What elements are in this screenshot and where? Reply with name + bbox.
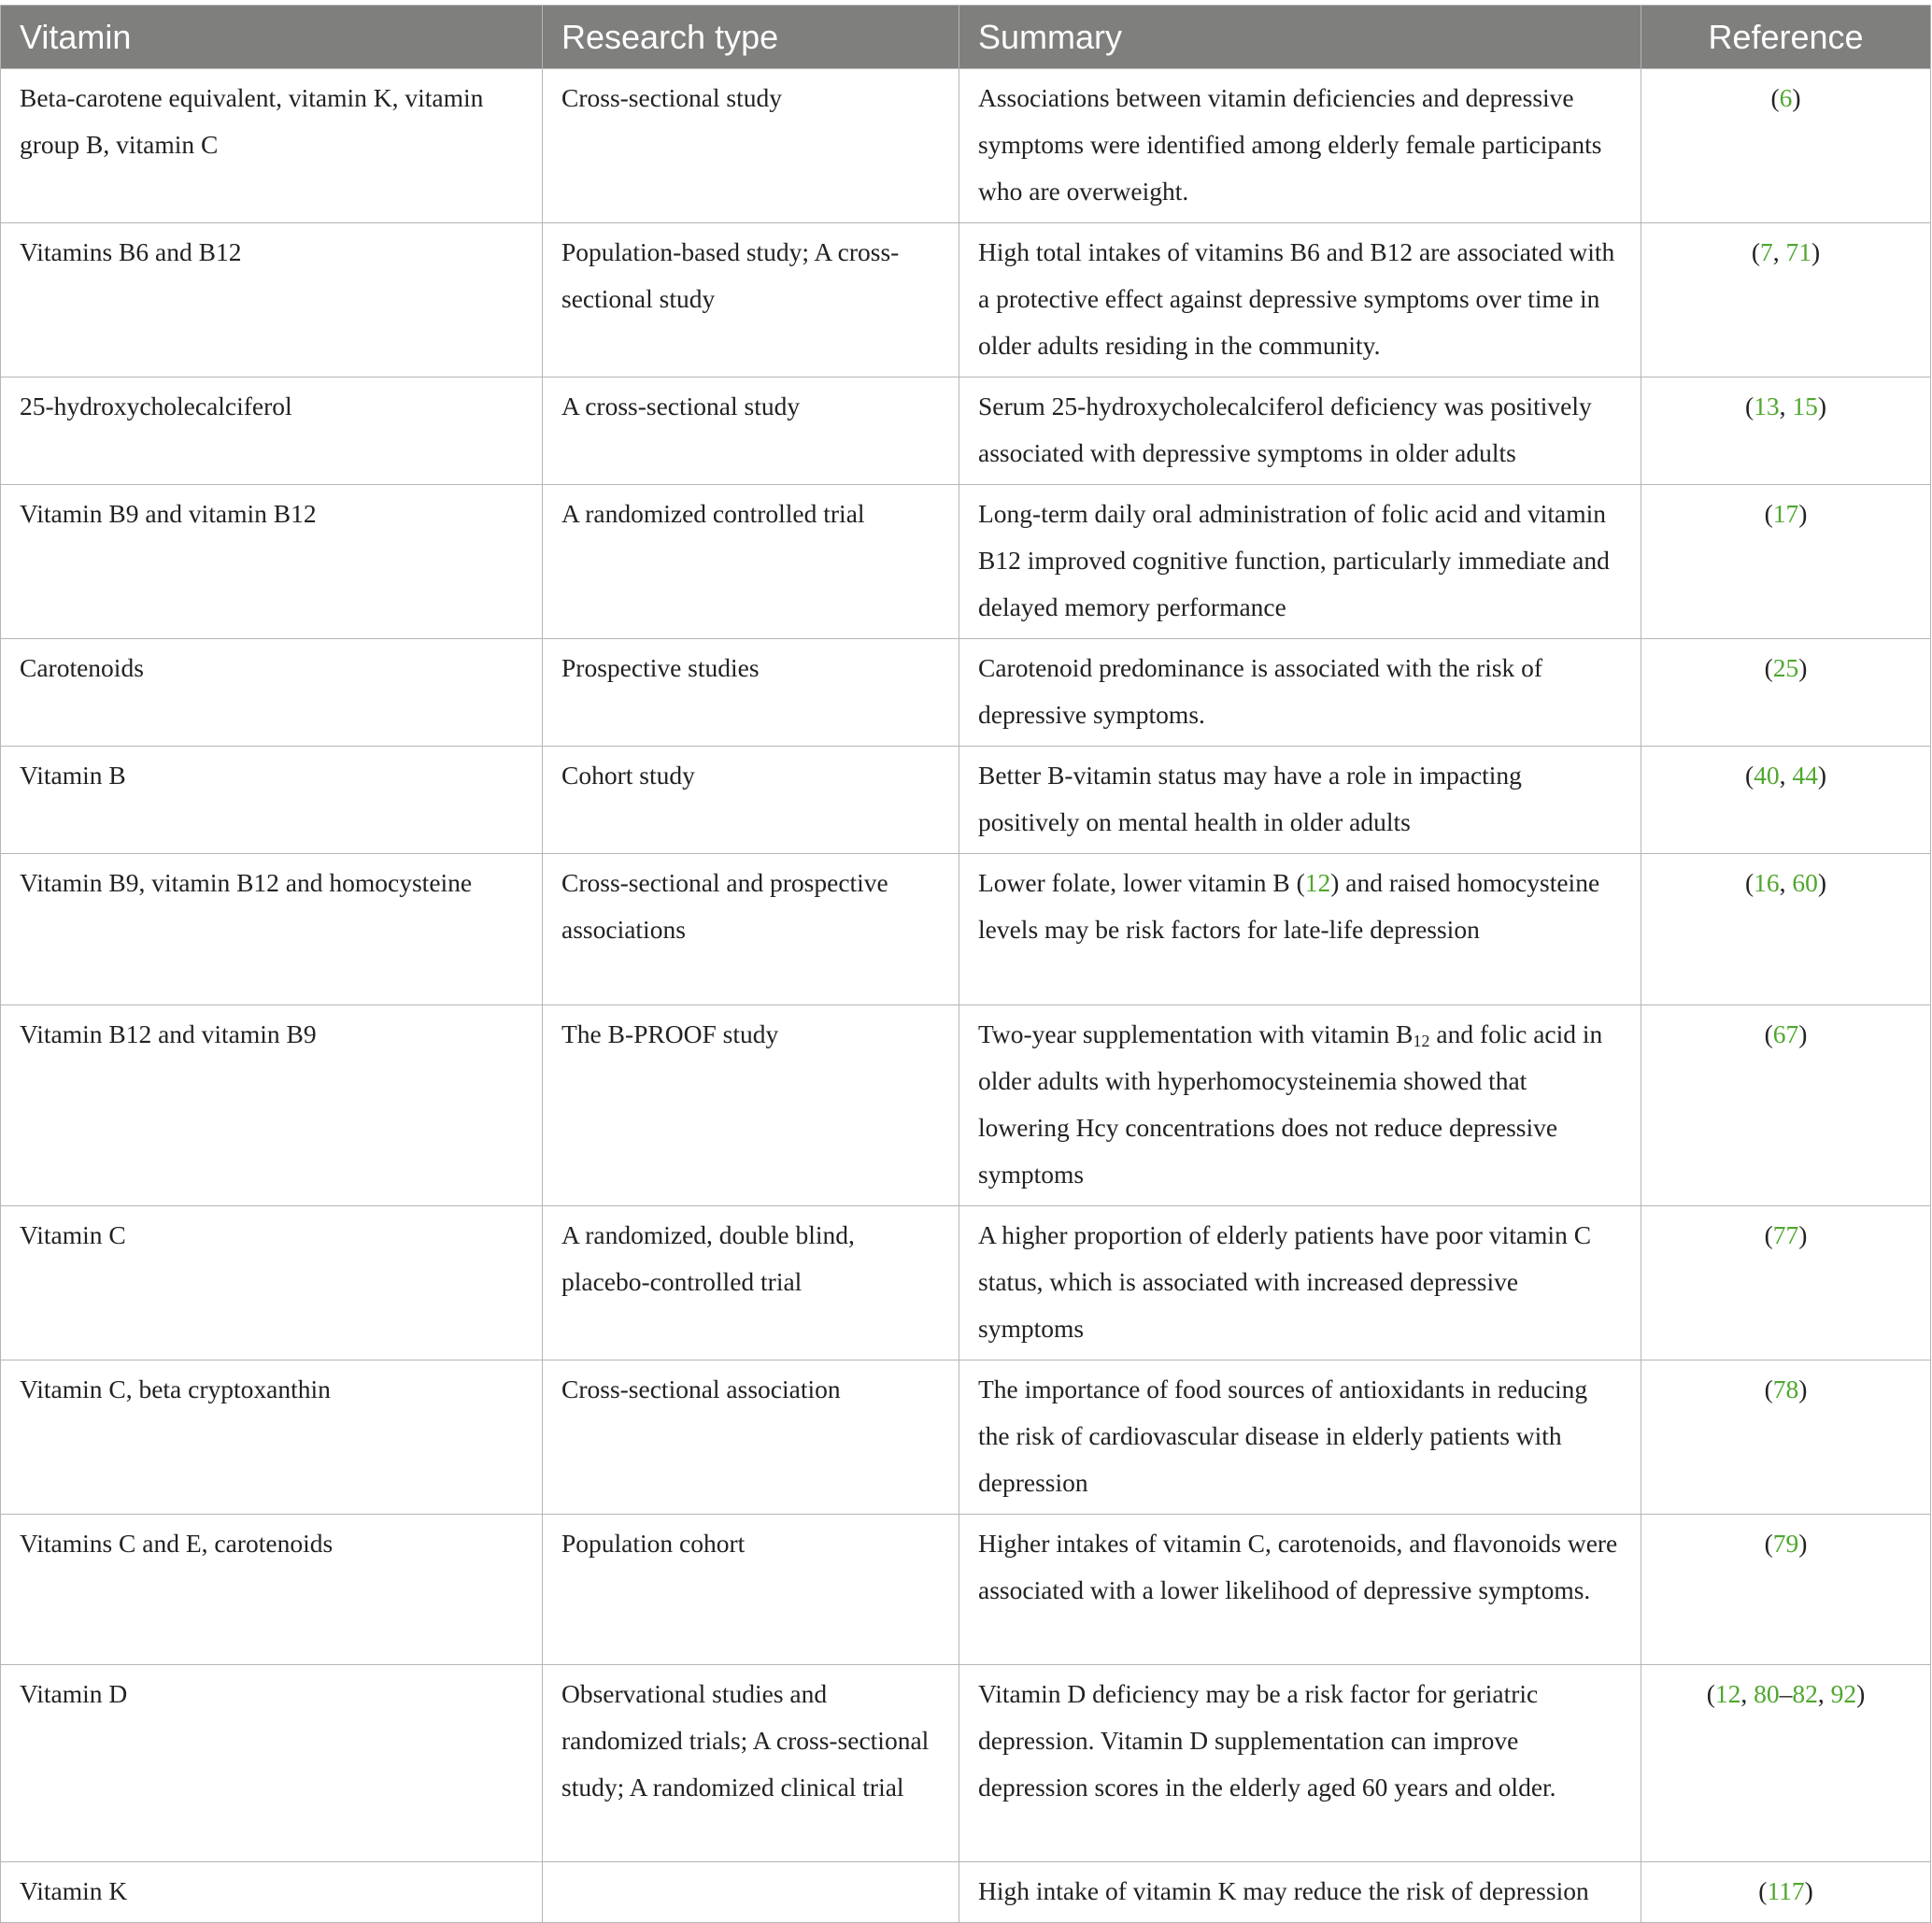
ref-paren: (: [1706, 1679, 1715, 1708]
reference-cell: [1641, 639, 1931, 747]
reference-link[interactable]: 12: [1304, 868, 1331, 897]
vitamin-cell: Vitamin K: [1, 1862, 543, 1923]
table-row: [1, 1862, 1931, 1923]
summary-cell: [959, 1005, 1641, 1206]
ref-sep: ,: [1772, 237, 1786, 266]
summary-cell: Higher intakes of vitamin C, carotenoids, and flavonoids were associated with a lower likelihood of depressive symptoms.: [959, 1515, 1641, 1665]
reference-link[interactable]: 12: [1714, 1679, 1741, 1708]
vitamin-cell: Vitamins B6 and B12: [1, 223, 543, 377]
reference-link[interactable]: 16: [1754, 868, 1780, 897]
ref-paren: (: [1744, 868, 1754, 897]
vitamin-cell: Vitamin C, beta cryptoxanthin: [1, 1360, 543, 1515]
summary-cell: Better B-vitamin status may have a role in impacting positively on mental health in older adults: [959, 747, 1641, 854]
ref-paren: (: [1764, 1220, 1773, 1249]
ref-paren: ): [1811, 237, 1821, 266]
summary-cell: Carotenoid predominance is associated with the risk of depressive symptoms.: [959, 639, 1641, 747]
reference-cell: [1641, 1862, 1931, 1923]
ref-paren: (: [1758, 1876, 1768, 1905]
reference-cell: [1641, 69, 1931, 223]
ref-paren: ): [1792, 83, 1801, 112]
reference-link[interactable]: 25: [1772, 653, 1799, 682]
ref-paren: ): [1798, 1220, 1808, 1249]
summary-cell: Serum 25-hydroxycholecalciferol deficiency was positively associated with depressive symptoms in older adults: [959, 377, 1641, 485]
table-row: [1, 854, 1931, 1005]
reference-cell: [1641, 1515, 1931, 1665]
summary-cell: Associations between vitamin deficiencies and depressive symptoms were identified among elderly female participants who are overweight.: [959, 69, 1641, 223]
ref-sep: ,: [1779, 761, 1793, 790]
table-row: [1, 223, 1931, 377]
table-row: [1, 1005, 1931, 1206]
reference-cell: [1641, 1665, 1931, 1862]
table-row: [1, 747, 1931, 854]
ref-paren: ): [1817, 868, 1827, 897]
vitamin-cell: Beta-carotene equivalent, vitamin K, vitamin group B, vitamin C: [1, 69, 543, 223]
table-row: [1, 485, 1931, 639]
ref-paren: (: [1751, 237, 1760, 266]
reference-link[interactable]: 40: [1754, 761, 1780, 790]
header-vitamin: Vitamin: [1, 6, 543, 69]
vitamin-cell: Vitamin B: [1, 747, 543, 854]
table-row: [1, 1665, 1931, 1862]
ref-paren: (: [1764, 1019, 1773, 1048]
header-row: [1, 6, 1931, 69]
vitamin-cell: Vitamins C and E, carotenoids: [1, 1515, 543, 1665]
summary-cell: A higher proportion of elderly patients have poor vitamin C status, which is associated with increased depressive symptoms: [959, 1206, 1641, 1360]
ref-paren: (: [1744, 392, 1754, 420]
reference-link[interactable]: 71: [1785, 237, 1811, 266]
summary-cell: High intake of vitamin K may reduce the risk of depression: [959, 1862, 1641, 1923]
ref-sep: ,: [1779, 392, 1793, 420]
reference-link[interactable]: 44: [1792, 761, 1818, 790]
summary-text: ) and raised homocysteine levels may be risk factors for late-life depression: [978, 868, 1600, 944]
summary-cell: Long-term daily oral administration of folic acid and vitamin B12 improved cognitive function, particularly immediate and delayed memory performance: [959, 485, 1641, 639]
reference-link[interactable]: 117: [1767, 1876, 1805, 1905]
table-row: [1, 1515, 1931, 1665]
reference-link[interactable]: 13: [1754, 392, 1780, 420]
table-row: [1, 69, 1931, 223]
vitamin-cell: Vitamin B9, vitamin B12 and homocysteine: [1, 854, 543, 1005]
summary-cell: [959, 854, 1641, 1005]
research-type-cell: Population cohort: [543, 1515, 959, 1665]
research-type-cell: A cross-sectional study: [543, 377, 959, 485]
ref-paren: ): [1798, 499, 1808, 528]
reference-link[interactable]: 17: [1772, 499, 1799, 528]
table-row: [1, 639, 1931, 747]
ref-sep: ,: [1817, 1679, 1831, 1708]
summary-cell: Vitamin D deficiency may be a risk factor for geriatric depression. Vitamin D supplementation can improve depression scores in the elderly aged 60 years and older.: [959, 1665, 1641, 1862]
vitamin-cell: 25-hydroxycholecalciferol: [1, 377, 543, 485]
research-type-cell: A randomized controlled trial: [543, 485, 959, 639]
header-summary: Summary: [959, 6, 1641, 69]
research-type-cell: Cohort study: [543, 747, 959, 854]
vitamin-cell: Vitamin B12 and vitamin B9: [1, 1005, 543, 1206]
ref-paren: ): [1804, 1876, 1813, 1905]
ref-paren: (: [1764, 1375, 1773, 1403]
reference-link[interactable]: 78: [1772, 1375, 1799, 1403]
ref-sep: ,: [1779, 868, 1793, 897]
reference-link[interactable]: 7: [1760, 237, 1773, 266]
vitamin-cell: Vitamin B9 and vitamin B12: [1, 485, 543, 639]
vitamin-table: [0, 5, 1931, 1923]
reference-cell: [1641, 1360, 1931, 1515]
research-type-cell: Population-based study; A cross-sectional study: [543, 223, 959, 377]
vitamin-cell: Vitamin D: [1, 1665, 543, 1862]
research-type-cell: A randomized, double blind, placebo-controlled trial: [543, 1206, 959, 1360]
ref-paren: ): [1856, 1679, 1866, 1708]
summary-text: Lower folate, lower vitamin B (: [978, 868, 1305, 897]
reference-cell: [1641, 377, 1931, 485]
ref-paren: (: [1764, 653, 1773, 682]
table-row: [1, 377, 1931, 485]
research-type-cell: Cross-sectional association: [543, 1360, 959, 1515]
ref-paren: ): [1798, 653, 1808, 682]
research-type-cell: Prospective studies: [543, 639, 959, 747]
header-reference: Reference: [1641, 6, 1931, 69]
reference-link[interactable]: 77: [1772, 1220, 1799, 1249]
research-type-cell: [543, 1862, 959, 1923]
reference-cell: [1641, 1206, 1931, 1360]
ref-sep: ,: [1740, 1679, 1754, 1708]
table-row: [1, 1360, 1931, 1515]
vitamin-cell: Vitamin C: [1, 1206, 543, 1360]
ref-sep: –: [1779, 1679, 1793, 1708]
summary-text: Two-year supplementation with vitamin B: [978, 1019, 1413, 1048]
ref-paren: (: [1764, 499, 1773, 528]
ref-paren: ): [1817, 761, 1827, 790]
ref-paren: ): [1798, 1019, 1808, 1048]
reference-cell: [1641, 223, 1931, 377]
summary-cell: The importance of food sources of antioxidants in reducing the risk of cardiovascular disease in elderly patients with depression: [959, 1360, 1641, 1515]
reference-link[interactable]: 82: [1792, 1679, 1818, 1708]
reference-link[interactable]: 92: [1830, 1679, 1857, 1708]
research-type-cell: Cross-sectional study: [543, 69, 959, 223]
reference-cell: [1641, 854, 1931, 1005]
subscript: 12: [1413, 1032, 1430, 1050]
research-type-cell: Cross-sectional and prospective associations: [543, 854, 959, 1005]
reference-cell: [1641, 485, 1931, 639]
reference-link[interactable]: 80: [1754, 1679, 1780, 1708]
reference-cell: [1641, 747, 1931, 854]
research-type-cell: The B-PROOF study: [543, 1005, 959, 1206]
reference-link[interactable]: 6: [1779, 83, 1793, 112]
vitamin-cell: Carotenoids: [1, 639, 543, 747]
reference-link[interactable]: 60: [1792, 868, 1818, 897]
header-research-type: Research type: [543, 6, 959, 69]
ref-paren: (: [1764, 1529, 1773, 1558]
ref-paren: ): [1798, 1375, 1808, 1403]
reference-link[interactable]: 67: [1772, 1019, 1799, 1048]
research-type-cell: Observational studies and randomized trials; A cross-sectional study; A randomized clinical trial: [543, 1665, 959, 1862]
ref-paren: (: [1744, 761, 1754, 790]
ref-paren: ): [1798, 1529, 1808, 1558]
table-row: [1, 1206, 1931, 1360]
summary-text: and folic acid in older adults with hyperhomocysteinemia showed that lowering Hcy concentrations does not reduce depressive symptoms: [978, 1019, 1603, 1189]
reference-cell: [1641, 1005, 1931, 1206]
ref-paren: ): [1817, 392, 1827, 420]
reference-link[interactable]: 79: [1772, 1529, 1799, 1558]
summary-cell: High total intakes of vitamins B6 and B12 are associated with a protective effect against depressive symptoms over time in older adults residing in the community.: [959, 223, 1641, 377]
ref-paren: (: [1770, 83, 1780, 112]
reference-link[interactable]: 15: [1792, 392, 1818, 420]
